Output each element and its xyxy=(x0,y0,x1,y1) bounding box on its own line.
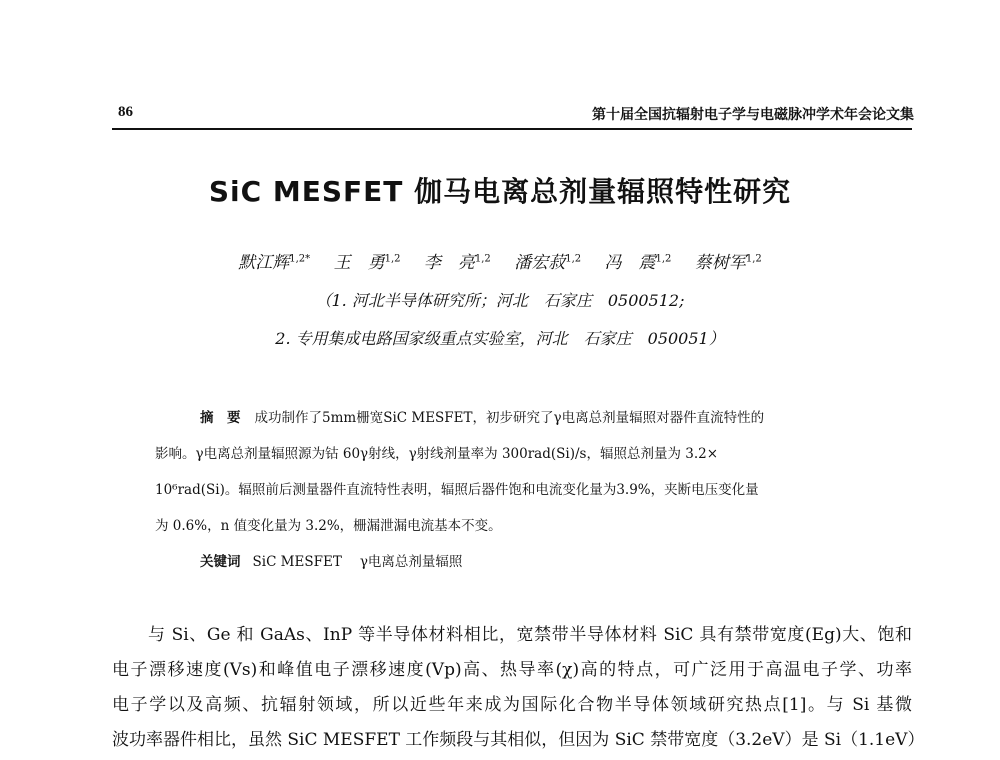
author: 潘宏菽$^{1,2}$ xyxy=(514,253,582,273)
body-line: 电子学以及高频、抗辐射领域，所以近些年来成为国际化合物半导体领域研究热点[1]。与 Si 基微 xyxy=(112,695,912,715)
author: 王 勇$^{1,2}$ xyxy=(333,253,401,273)
abstract-line: 10⁶rad(Si)。辐照前后测量器件直流特性表明，辐照后器件饱和电流变化量为3.9%，夹断电压变化量 xyxy=(155,482,759,498)
affiliation-1: （1. 河北半导体研究所；河北 石家庄 0500512; xyxy=(315,291,685,310)
keyword: γ电离总剂量辐照 xyxy=(359,554,463,570)
header-rule xyxy=(112,128,912,130)
running-title: 第十届全国抗辐射电子学与电磁脉冲学术年会论文集 xyxy=(592,107,914,123)
abstract-line: 摘 要 成功制作了5mm栅宽SiC MESFET，初步研究了γ电离总剂量辐照对器件直流特性的 xyxy=(200,410,765,426)
abstract-line: 影响。γ电离总剂量辐照源为钴 60γ射线，γ射线剂量率为 300rad(Si)/s，辐照总剂量为 3.2× xyxy=(155,446,719,462)
page-number: 86 xyxy=(118,104,133,120)
abstract-label: 摘 要 xyxy=(200,410,241,426)
paper-title: SiC MESFET 伽马电离总剂量辐照特性研究 xyxy=(208,175,792,208)
body-line: 电子漂移速度(Vs)和峰值电子漂移速度(Vp)高、热导率(χ)高的特点，可广泛用于高温电子学、功率 xyxy=(112,660,912,680)
abstract-line: 为 0.6%，n 值变化量为 3.2%，栅漏泄漏电流基本不变。 xyxy=(155,518,502,534)
keywords xyxy=(200,550,462,570)
keywords-label: 关键词 xyxy=(200,554,241,570)
author: 李 亮$^{1,2}$ xyxy=(423,253,491,273)
author-list xyxy=(0,248,1000,273)
keyword: SiC MESFET xyxy=(252,554,342,570)
body-line: 波功率器件相比，虽然 SiC MESFET 工作频段与其相似，但因为 SiC 禁带宽度（3.2eV）是 Si（1.1eV） xyxy=(112,730,925,750)
body-line: 与 Si、Ge 和 GaAs、InP 等半导体材料相比，宽禁带半导体材料 SiC 具有禁带宽度(Eg)大、饱和 xyxy=(148,625,912,645)
affiliation-2: 2. 专用集成电路国家级重点实验室，河北 石家庄 050051） xyxy=(275,329,725,348)
author: 蔡树军$^{1,2}$ xyxy=(694,253,762,273)
author: 默江辉$^{1,2*}$ xyxy=(238,253,311,273)
author: 冯 震$^{1,2}$ xyxy=(604,253,672,273)
